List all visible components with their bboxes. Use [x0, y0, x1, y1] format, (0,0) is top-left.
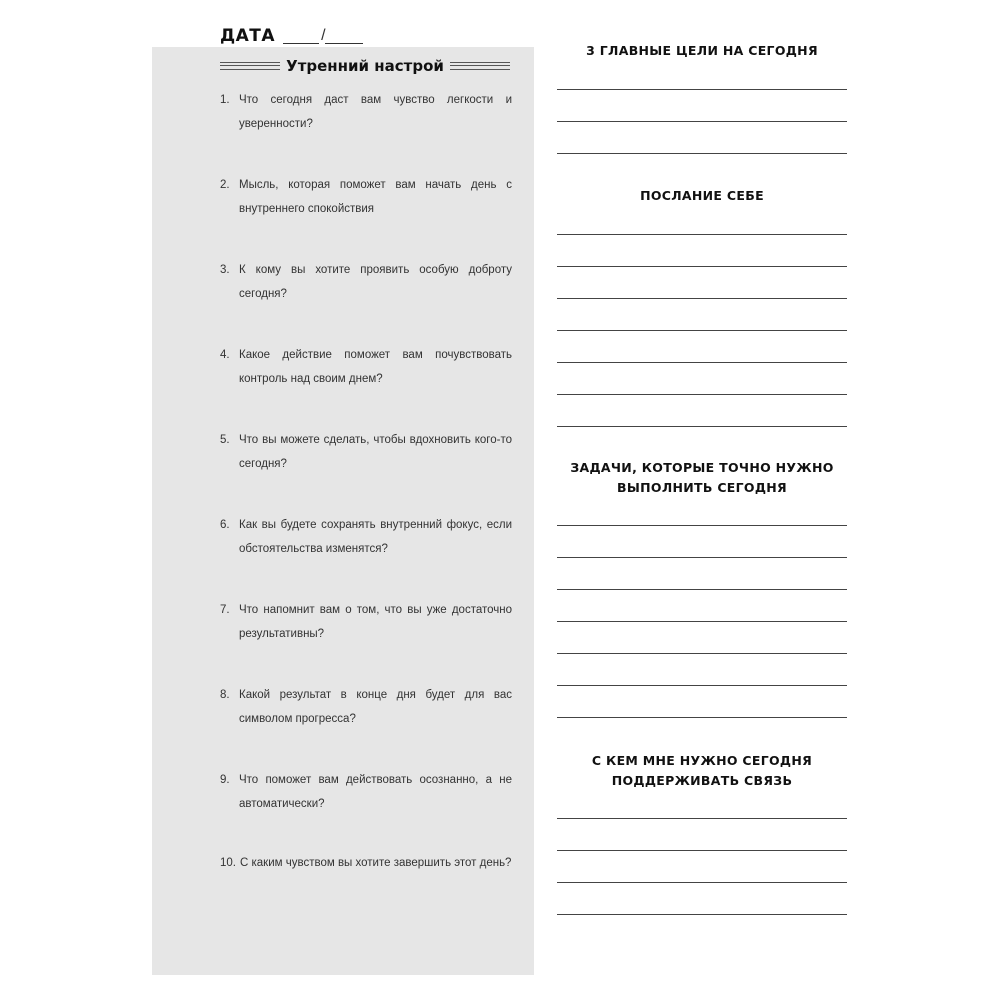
question-number: 5. — [220, 434, 230, 446]
tasks-line[interactable] — [557, 621, 847, 622]
question-number: 9. — [220, 774, 230, 786]
goals-line[interactable] — [557, 153, 847, 154]
question-text: Что поможет вам действовать осознанно, а не автоматически? — [239, 774, 512, 810]
question-text: Какой результат в конце дня будет для вас символом прогресса? — [239, 689, 512, 725]
tasks-heading — [557, 458, 847, 498]
goals-line[interactable] — [557, 121, 847, 122]
tasks-line[interactable] — [557, 557, 847, 558]
title-rule-right — [450, 62, 510, 70]
contacts-line[interactable] — [557, 882, 847, 883]
question-item — [220, 88, 512, 136]
question-text: Что сегодня даст вам чувство легкости и уверенности? — [239, 94, 512, 130]
morning-title: Утренний настрой — [286, 57, 444, 75]
question-text: Что вы можете сделать, чтобы вдохновить кого-то сегодня? — [239, 434, 512, 470]
goals-line[interactable] — [557, 89, 847, 90]
question-item — [220, 513, 512, 561]
date-day-field[interactable] — [283, 25, 319, 44]
question-number: 3. — [220, 264, 230, 276]
contacts-heading-line1: С КЕМ МНЕ НУЖНО СЕГОДНЯ — [591, 753, 813, 768]
question-number: 6. — [220, 519, 230, 531]
question-number: 2. — [220, 179, 230, 191]
tasks-line[interactable] — [557, 589, 847, 590]
contacts-line[interactable] — [557, 818, 847, 819]
contacts-heading-line2: ПОДДЕРЖИВАТЬ СВЯЗЬ — [611, 773, 793, 788]
message-line[interactable] — [557, 426, 847, 427]
question-item — [220, 851, 512, 875]
question-item — [220, 598, 512, 646]
tasks-line[interactable] — [557, 717, 847, 718]
contacts-heading — [557, 751, 847, 791]
question-text: Мысль, которая поможет вам начать день с внутреннего спокойствия — [239, 179, 512, 215]
tasks-heading-line2: ВЫПОЛНИТЬ СЕГОДНЯ — [617, 480, 787, 495]
message-heading-text: ПОСЛАНИЕ СЕБЕ — [640, 188, 764, 203]
question-number: 10. — [220, 857, 236, 869]
message-line[interactable] — [557, 234, 847, 235]
question-text: Как вы будете сохранять внутренний фокус, если обстоятельства изменятся? — [239, 519, 512, 555]
message-heading — [557, 186, 847, 206]
message-line[interactable] — [557, 394, 847, 395]
message-line[interactable] — [557, 298, 847, 299]
question-text: Что напомнит вам о том, что вы уже достаточно результативны? — [239, 604, 512, 640]
tasks-line[interactable] — [557, 653, 847, 654]
question-number: 8. — [220, 689, 230, 701]
goals-heading-text: 3 ГЛАВНЫЕ ЦЕЛИ НА СЕГОДНЯ — [586, 43, 818, 58]
question-text: Какое действие поможет вам почувствовать контроль над своим днем? — [239, 349, 512, 385]
question-number: 7. — [220, 604, 230, 616]
question-item — [220, 173, 512, 221]
question-number: 1. — [220, 94, 230, 106]
contacts-line[interactable] — [557, 914, 847, 915]
question-item — [220, 258, 512, 306]
contacts-line[interactable] — [557, 850, 847, 851]
question-item — [220, 428, 512, 476]
date-month-field[interactable] — [325, 25, 363, 44]
question-item — [220, 343, 512, 391]
date-label: ДАТА — [220, 26, 276, 46]
tasks-line[interactable] — [557, 685, 847, 686]
message-line[interactable] — [557, 266, 847, 267]
question-text: К кому вы хотите проявить особую доброту сегодня? — [239, 264, 512, 300]
question-number: 4. — [220, 349, 230, 361]
goals-heading — [557, 41, 847, 61]
question-text: С каким чувством вы хотите завершить этот день? — [240, 857, 512, 869]
message-line[interactable] — [557, 330, 847, 331]
tasks-heading-line1: ЗАДАЧИ, КОТОРЫЕ ТОЧНО НУЖНО — [570, 460, 834, 475]
morning-title-row — [220, 54, 510, 78]
question-item — [220, 683, 512, 731]
message-line[interactable] — [557, 362, 847, 363]
tasks-line[interactable] — [557, 525, 847, 526]
title-rule-left — [220, 62, 280, 70]
date-separator: / — [321, 27, 326, 44]
date-row — [220, 22, 363, 46]
question-item — [220, 768, 512, 816]
